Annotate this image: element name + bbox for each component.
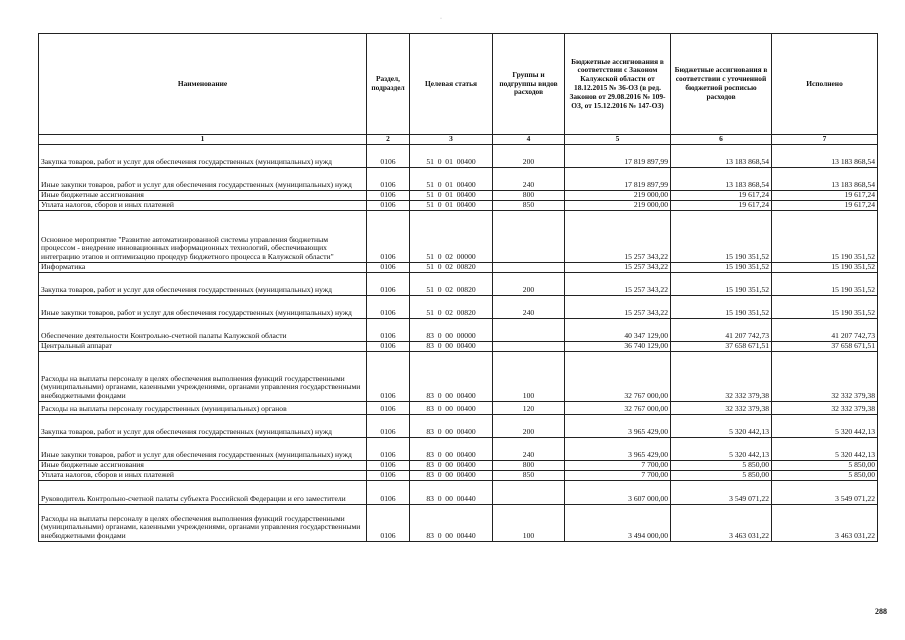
- row-revised-amount: 5 850,00: [671, 461, 772, 471]
- row-revised-amount: 15 190 351,52: [671, 211, 772, 263]
- row-revised-amount: 15 190 351,52: [671, 263, 772, 273]
- row-target: 83 0 00 00400: [410, 402, 493, 415]
- row-target: 83 0 00 00400: [410, 342, 493, 352]
- row-group: 850: [493, 201, 565, 211]
- row-group: 200: [493, 273, 565, 296]
- row-name: Закупка товаров, работ и услуг для обеспечения государственных (муниципальных) нужд: [39, 273, 367, 296]
- col-target-header: Целевая статья: [410, 34, 493, 135]
- row-name: Иные закупки товаров, работ и услуг для обеспечения государственных (муниципальных) нужд: [39, 296, 367, 319]
- row-section: 0106: [367, 319, 410, 342]
- table-body: [39, 145, 878, 542]
- row-name: Иные бюджетные ассигнования: [39, 461, 367, 471]
- row-section: 0106: [367, 481, 410, 505]
- row-law-amount: 15 257 343,22: [565, 273, 671, 296]
- row-name: Руководитель Контрольно-счетной палаты субъекта Российской Федерации и его заместители: [39, 481, 367, 505]
- table-row: [39, 168, 878, 191]
- column-number: 1: [39, 135, 367, 145]
- row-group: 240: [493, 168, 565, 191]
- row-group: 240: [493, 296, 565, 319]
- row-name: Основное мероприятие "Развитие автоматизированной системы управления бюджетным процессом - внедрение инновационных информационных технологий, обеспечивающих интеграцию этапов и оптимизацию процедур бюджетного процесса в Калужской области": [39, 211, 367, 263]
- row-group: [493, 481, 565, 505]
- row-law-amount: 15 257 343,22: [565, 296, 671, 319]
- scan-speck: ·: [440, 16, 442, 22]
- row-group: 100: [493, 352, 565, 402]
- row-section: 0106: [367, 402, 410, 415]
- table-row: [39, 352, 878, 402]
- column-number: 7: [772, 135, 878, 145]
- row-exec-amount: 15 190 351,52: [772, 273, 878, 296]
- table-row: [39, 415, 878, 438]
- row-group: [493, 263, 565, 273]
- row-law-amount: 7 700,00: [565, 461, 671, 471]
- table-row: [39, 319, 878, 342]
- table-row: [39, 461, 878, 471]
- column-number: 4: [493, 135, 565, 145]
- row-exec-amount: 19 617,24: [772, 191, 878, 201]
- row-target: 83 0 00 00400: [410, 461, 493, 471]
- row-target: 51 0 01 00400: [410, 168, 493, 191]
- row-name: Закупка товаров, работ и услуг для обеспечения государственных (муниципальных) нужд: [39, 415, 367, 438]
- row-section: 0106: [367, 201, 410, 211]
- row-group: 800: [493, 461, 565, 471]
- row-target: 83 0 00 00400: [410, 471, 493, 481]
- row-group: 240: [493, 438, 565, 461]
- row-revised-amount: 32 332 379,38: [671, 402, 772, 415]
- col-name-header: Наименование: [39, 34, 367, 135]
- row-target: 83 0 00 00000: [410, 319, 493, 342]
- column-number: 2: [367, 135, 410, 145]
- col-group-header: Группы и подгруппы видов расходов: [493, 34, 565, 135]
- row-section: 0106: [367, 211, 410, 263]
- row-revised-amount: 5 850,00: [671, 471, 772, 481]
- row-exec-amount: 15 190 351,52: [772, 211, 878, 263]
- column-number-row: [39, 135, 878, 145]
- row-exec-amount: 41 207 742,73: [772, 319, 878, 342]
- row-group: 100: [493, 505, 565, 542]
- row-exec-amount: 3 463 031,22: [772, 505, 878, 542]
- table-row: [39, 263, 878, 273]
- row-law-amount: 3 965 429,00: [565, 438, 671, 461]
- row-target: 51 0 02 00820: [410, 263, 493, 273]
- page-number: 288: [875, 607, 887, 616]
- row-section: 0106: [367, 505, 410, 542]
- row-target: 83 0 00 00440: [410, 481, 493, 505]
- table-row: [39, 211, 878, 263]
- row-revised-amount: 5 320 442,13: [671, 438, 772, 461]
- row-target: 51 0 01 00400: [410, 191, 493, 201]
- row-name: Уплата налогов, сборов и иных платежей: [39, 201, 367, 211]
- row-name: Иные закупки товаров, работ и услуг для обеспечения государственных (муниципальных) нужд: [39, 168, 367, 191]
- row-law-amount: 32 767 000,00: [565, 352, 671, 402]
- row-section: 0106: [367, 296, 410, 319]
- row-name: Расходы на выплаты персоналу государственных (муниципальных) органов: [39, 402, 367, 415]
- row-group: 120: [493, 402, 565, 415]
- row-revised-amount: 13 183 868,54: [671, 145, 772, 168]
- row-name: Центральный аппарат: [39, 342, 367, 352]
- row-group: [493, 319, 565, 342]
- col-section-header: Раздел, подраздел: [367, 34, 410, 135]
- row-exec-amount: 5 320 442,13: [772, 415, 878, 438]
- row-name: Обеспечение деятельности Контрольно-счетной палаты Калужской области: [39, 319, 367, 342]
- table-row: [39, 505, 878, 542]
- row-target: 51 0 02 00820: [410, 296, 493, 319]
- table-row: [39, 145, 878, 168]
- row-law-amount: 36 740 129,00: [565, 342, 671, 352]
- row-name: Закупка товаров, работ и услуг для обеспечения государственных (муниципальных) нужд: [39, 145, 367, 168]
- row-revised-amount: 15 190 351,52: [671, 296, 772, 319]
- col-revised-header: Бюджетные ассигнования в соответствии с уточненной бюджетной росписью расходов: [671, 34, 772, 135]
- row-exec-amount: 13 183 868,54: [772, 168, 878, 191]
- row-exec-amount: 19 617,24: [772, 201, 878, 211]
- row-section: 0106: [367, 273, 410, 296]
- row-revised-amount: 19 617,24: [671, 191, 772, 201]
- row-group: 850: [493, 471, 565, 481]
- row-law-amount: 219 000,00: [565, 191, 671, 201]
- row-group: [493, 211, 565, 263]
- row-section: 0106: [367, 415, 410, 438]
- row-revised-amount: 37 658 671,51: [671, 342, 772, 352]
- row-name: Расходы на выплаты персоналу в целях обеспечения выполнения функций государственными (муниципальными) органами, казенными учреждениями, органами управления государственными внебюджетными фондами: [39, 352, 367, 402]
- column-number: 5: [565, 135, 671, 145]
- row-group: 200: [493, 415, 565, 438]
- column-number: 3: [410, 135, 493, 145]
- row-revised-amount: 3 549 071,22: [671, 481, 772, 505]
- row-law-amount: 219 000,00: [565, 201, 671, 211]
- row-exec-amount: 13 183 868,54: [772, 145, 878, 168]
- row-section: 0106: [367, 438, 410, 461]
- row-name: Расходы на выплаты персоналу в целях обеспечения выполнения функций государственными (муниципальными) органами, казенными учреждениями, органами управления государственными внебюджетными фондами: [39, 505, 367, 542]
- row-name: Иные бюджетные ассигнования: [39, 191, 367, 201]
- col-exec-header: Исполнено: [772, 34, 878, 135]
- row-law-amount: 15 257 343,22: [565, 263, 671, 273]
- row-target: 83 0 00 00400: [410, 352, 493, 402]
- table-row: [39, 438, 878, 461]
- row-section: 0106: [367, 263, 410, 273]
- row-exec-amount: 3 549 071,22: [772, 481, 878, 505]
- table-row: [39, 273, 878, 296]
- row-revised-amount: 3 463 031,22: [671, 505, 772, 542]
- row-exec-amount: 5 850,00: [772, 471, 878, 481]
- row-revised-amount: 41 207 742,73: [671, 319, 772, 342]
- row-section: 0106: [367, 461, 410, 471]
- row-target: 83 0 00 00440: [410, 505, 493, 542]
- row-section: 0106: [367, 145, 410, 168]
- row-group: 800: [493, 191, 565, 201]
- row-revised-amount: 13 183 868,54: [671, 168, 772, 191]
- table-row: [39, 296, 878, 319]
- table-row: [39, 201, 878, 211]
- budget-table: [38, 33, 878, 542]
- row-law-amount: 17 819 897,99: [565, 145, 671, 168]
- table-row: [39, 402, 878, 415]
- row-revised-amount: 19 617,24: [671, 201, 772, 211]
- row-revised-amount: 32 332 379,38: [671, 352, 772, 402]
- table-row: [39, 471, 878, 481]
- row-exec-amount: 32 332 379,38: [772, 402, 878, 415]
- col-law-header: Бюджетные ассигнования в соответствии с Законом Калужской области от 18.12.2015 № 36-ОЗ (в ред. Законов от 29.08.2016 № 109-ОЗ, от 15.12.2016 № 147-ОЗ): [565, 34, 671, 135]
- row-law-amount: 7 700,00: [565, 471, 671, 481]
- row-exec-amount: 15 190 351,52: [772, 263, 878, 273]
- row-law-amount: 15 257 343,22: [565, 211, 671, 263]
- row-law-amount: 17 819 897,99: [565, 168, 671, 191]
- table-row: [39, 481, 878, 505]
- row-target: 51 0 02 00000: [410, 211, 493, 263]
- row-target: 51 0 01 00400: [410, 145, 493, 168]
- row-section: 0106: [367, 471, 410, 481]
- row-law-amount: 3 607 000,00: [565, 481, 671, 505]
- row-target: 51 0 01 00400: [410, 201, 493, 211]
- table-row: [39, 191, 878, 201]
- row-exec-amount: 15 190 351,52: [772, 296, 878, 319]
- row-exec-amount: 37 658 671,51: [772, 342, 878, 352]
- row-law-amount: 32 767 000,00: [565, 402, 671, 415]
- table-header: [39, 34, 878, 145]
- row-section: 0106: [367, 352, 410, 402]
- row-name: Иные закупки товаров, работ и услуг для обеспечения государственных (муниципальных) нужд: [39, 438, 367, 461]
- row-group: [493, 342, 565, 352]
- row-section: 0106: [367, 342, 410, 352]
- row-exec-amount: 5 320 442,13: [772, 438, 878, 461]
- row-law-amount: 3 965 429,00: [565, 415, 671, 438]
- row-exec-amount: 32 332 379,38: [772, 352, 878, 402]
- column-number: 6: [671, 135, 772, 145]
- row-exec-amount: 5 850,00: [772, 461, 878, 471]
- row-group: 200: [493, 145, 565, 168]
- row-section: 0106: [367, 168, 410, 191]
- row-target: 83 0 00 00400: [410, 438, 493, 461]
- row-law-amount: 3 494 000,00: [565, 505, 671, 542]
- table-row: [39, 342, 878, 352]
- row-revised-amount: 5 320 442,13: [671, 415, 772, 438]
- row-section: 0106: [367, 191, 410, 201]
- row-name: Информатика: [39, 263, 367, 273]
- row-target: 51 0 02 00820: [410, 273, 493, 296]
- row-law-amount: 40 347 129,00: [565, 319, 671, 342]
- row-name: Уплата налогов, сборов и иных платежей: [39, 471, 367, 481]
- row-target: 83 0 00 00400: [410, 415, 493, 438]
- row-revised-amount: 15 190 351,52: [671, 273, 772, 296]
